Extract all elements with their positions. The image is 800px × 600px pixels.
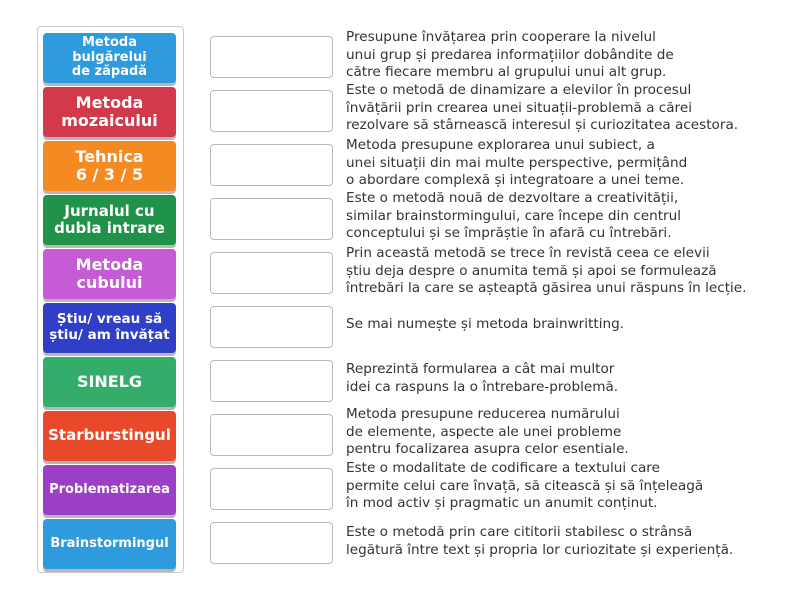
answer-tile[interactable]: Știu/ vreau să știu/ am învățat: [43, 303, 176, 353]
description-text: Presupune învățarea prin cooperare la nivelul unui grup și predarea informațiilor dobândite de către fiecare membru al grupului unui alt grup.: [346, 29, 674, 81]
drop-slot[interactable]: [210, 522, 333, 564]
description-text: Reprezintă formularea a cât mai multor idei ca raspuns la o întrebare-problemă.: [346, 361, 619, 395]
answer-tile[interactable]: Problematizarea: [43, 465, 176, 515]
answer-tile[interactable]: SINELG: [43, 357, 176, 407]
answer-tile[interactable]: Jurnalul cu dubla intrare: [43, 195, 176, 245]
description-text: Este o metodă nouă de dezvoltare a creativității, similar brainstormingului, care începe din centrul conceptului și se împrăștie în afară cu întrebări.: [346, 190, 682, 242]
answer-tile[interactable]: Tehnica 6 / 3 / 5: [43, 141, 176, 191]
description-text: Metoda presupune explorarea unui subiect, a unei situații din mai multe perspective, permițând o abordare complexă și integratoare a unei teme.: [346, 137, 688, 189]
answer-tile[interactable]: Starburstingul: [43, 411, 176, 461]
drop-slot[interactable]: [210, 306, 333, 348]
drop-slot[interactable]: [210, 144, 333, 186]
drop-slot[interactable]: [210, 90, 333, 132]
description-text: Se mai numește și metoda brainwritting.: [346, 316, 625, 332]
drop-slot[interactable]: [210, 468, 333, 510]
drop-slot[interactable]: [210, 198, 333, 240]
answer-tile[interactable]: Metoda bulgărelui de zăpadă: [43, 33, 176, 83]
answer-tile[interactable]: Metoda cubului: [43, 249, 176, 299]
description-text: Este o modalitate de codificare a textului care permite celui care învață, să citească și să înțeleagă în mod activ și pragmatic un anumit conținut.: [346, 460, 704, 512]
description-text: Este o metodă de dinamizare a elevilor în procesul învățării prin crearea unei situații-problemă a cărei rezolvare să stârnească interesul și curiozitatea acestora.: [346, 82, 739, 134]
drop-slot[interactable]: [210, 36, 333, 78]
drop-slot[interactable]: [210, 252, 333, 294]
answer-tile[interactable]: Metoda mozaicului: [43, 87, 176, 137]
drop-slot[interactable]: [210, 414, 333, 456]
answer-tile[interactable]: Brainstormingul: [43, 519, 176, 569]
drop-slot[interactable]: [210, 360, 333, 402]
description-text: Metoda presupune reducerea numărului de elemente, aspecte ale unei probleme pentru focalizarea asupra celor esentiale.: [346, 406, 629, 458]
description-text: Este o metodă prin care cititorii stabilesc o strânsă legătură între text și propria lor curiozitate și experiență.: [346, 524, 734, 558]
description-text: Prin această metodă se trece în revistă ceea ce elevii știu deja despre o anumita temă și apoi se formulează întrebări la care se așteaptă găsirea unui răspuns în lecție.: [346, 245, 747, 297]
